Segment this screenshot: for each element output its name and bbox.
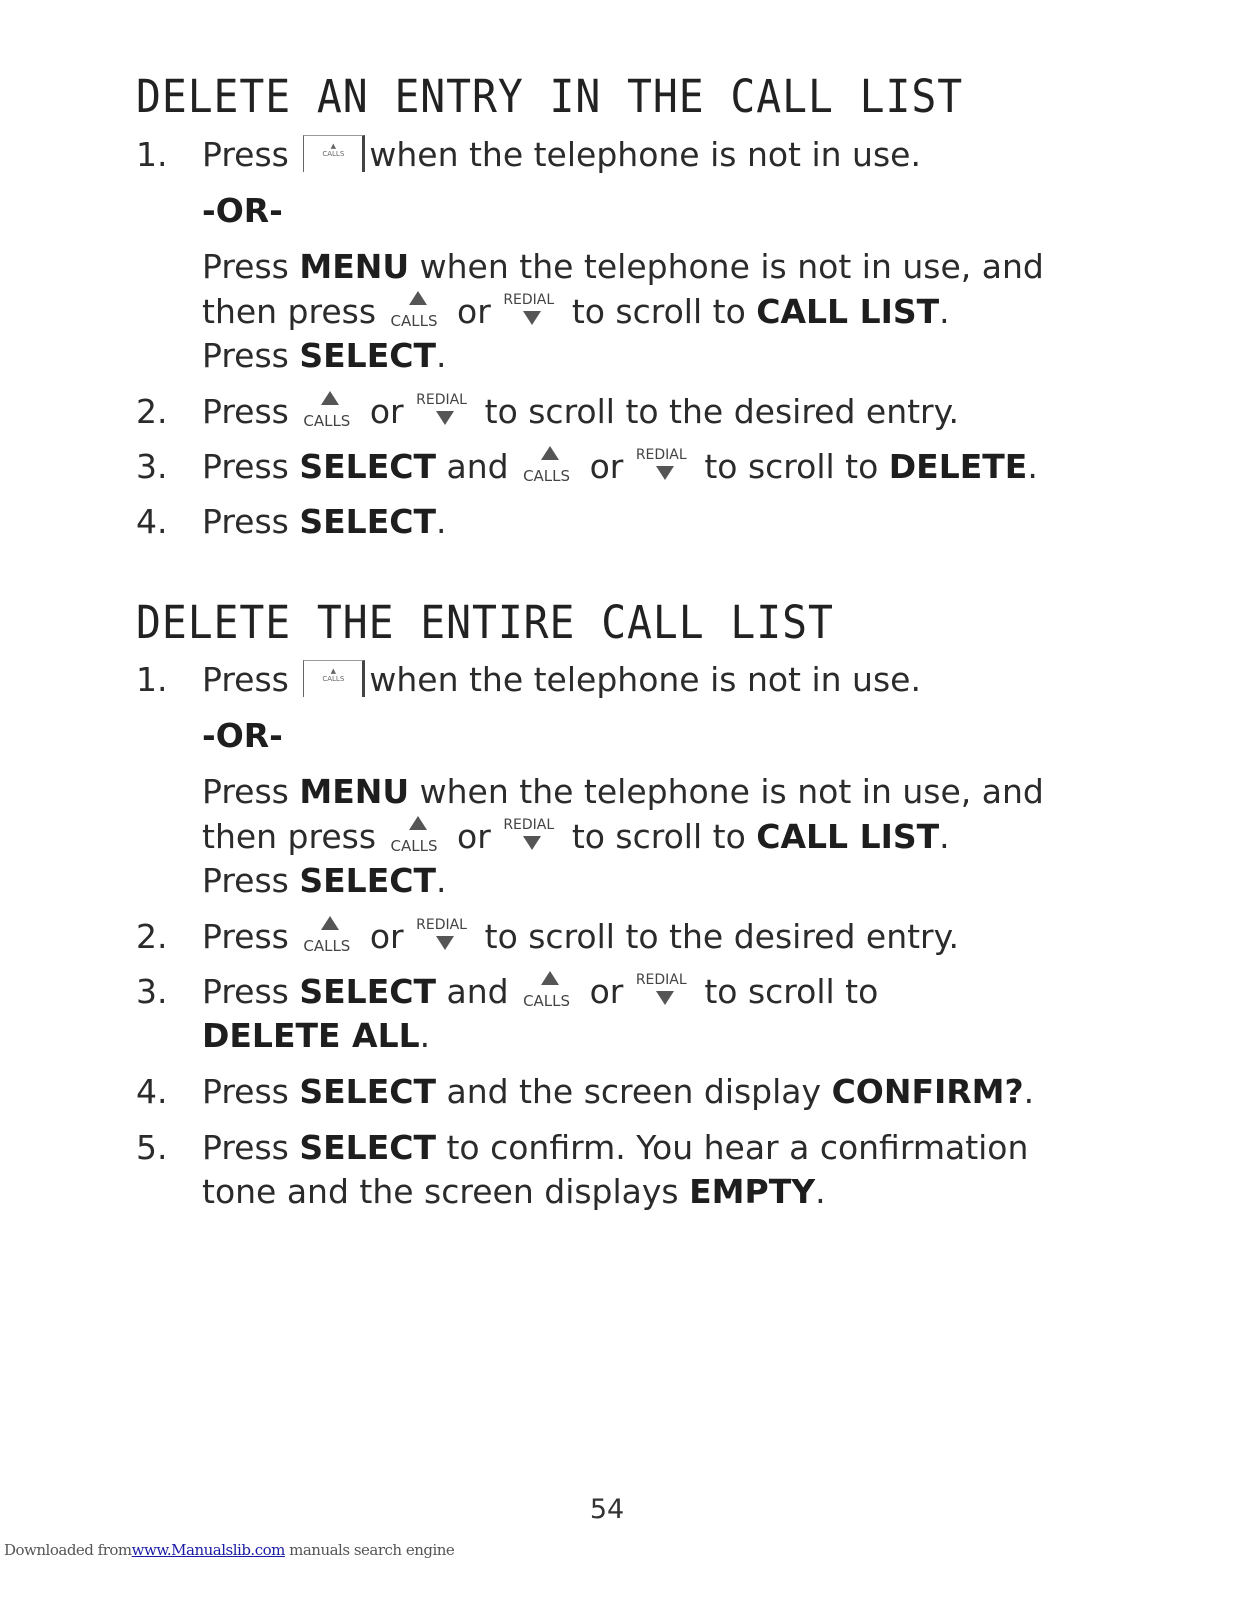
step-number: 3. xyxy=(136,972,168,1011)
calls-button-icon: ▲ CALLS xyxy=(303,660,365,697)
calls-up-arrow-icon: CALLS xyxy=(521,446,577,486)
step-text: when the telephone is not in use. xyxy=(369,135,921,174)
calls-up-arrow-icon: CALLS xyxy=(389,816,445,856)
manual-page: DELETE AN ENTRY IN THE CALL LIST 1. Press ▲ CALLS when the telephone is not in use. -OR- Press MENU when the telephone is not in use, and then press CALLS or REDIAL to scroll to CALL LIST. Press SELECT. 2. Press CALLS or REDIAL to scroll to the desired entry. 3. Press SELECT and CALLS or REDIAL to scroll to DELETE. 4. Press SELECT. DELETE THE ENTIRE CALL LIST 1. Press ▲ CALLS when the telephone is not in use. -OR- Press MENU when the telephone is not in use, and then press CALLS or REDIAL to scroll to CALL LIST. Press SELECT. 2. Press CALLS or REDIAL to scroll to the desired entry. 3. Press SELECT and CALLS or REDIAL to scroll to DELETE ALL. 4. Press SELECT and the screen display CONFIRM?. 5. Press SELECT to confirm. You hear a confirmation tone and the screen displays EMPTY. 54 Downloaded fromwww.Manualslib.com manuals search engine xyxy=(0,0,1237,1600)
calls-up-arrow-icon: CALLS xyxy=(301,391,357,431)
step-number: 4. xyxy=(136,502,168,541)
step-number: 1. xyxy=(136,660,168,699)
page-number: 54 xyxy=(589,1494,625,1525)
menu-key-label: MENU xyxy=(299,247,410,286)
redial-down-arrow-icon: REDIAL xyxy=(636,446,692,486)
step-number: 3. xyxy=(136,447,168,486)
step-number: 1. xyxy=(136,135,168,174)
redial-down-arrow-icon: REDIAL xyxy=(503,816,559,856)
or-label: -OR- xyxy=(202,191,283,230)
step-number: 2. xyxy=(136,392,168,431)
step-number: 4. xyxy=(136,1072,168,1111)
menu-key-label: MENU xyxy=(299,772,410,811)
redial-down-arrow-icon: REDIAL xyxy=(416,391,472,431)
redial-down-arrow-icon: REDIAL xyxy=(503,291,559,331)
redial-down-arrow-icon: REDIAL xyxy=(416,916,472,956)
redial-down-arrow-icon: REDIAL xyxy=(636,971,692,1011)
calls-up-arrow-icon: CALLS xyxy=(301,916,357,956)
section-title-delete-entry: DELETE AN ENTRY IN THE CALL LIST xyxy=(136,70,964,123)
calls-up-arrow-icon: CALLS xyxy=(389,291,445,331)
step-number: 2. xyxy=(136,917,168,956)
step-text: Press xyxy=(202,135,289,174)
download-footer: Downloaded fromwww.Manualslib.com manuals search engine xyxy=(4,1541,455,1559)
calls-up-arrow-icon: CALLS xyxy=(521,971,577,1011)
step-number: 5. xyxy=(136,1128,168,1167)
section-title-delete-all: DELETE THE ENTIRE CALL LIST xyxy=(136,596,834,649)
calls-button-icon: ▲ CALLS xyxy=(303,135,365,172)
or-label: -OR- xyxy=(202,716,283,755)
manualslib-link[interactable]: www.Manualslib.com xyxy=(131,1541,285,1559)
